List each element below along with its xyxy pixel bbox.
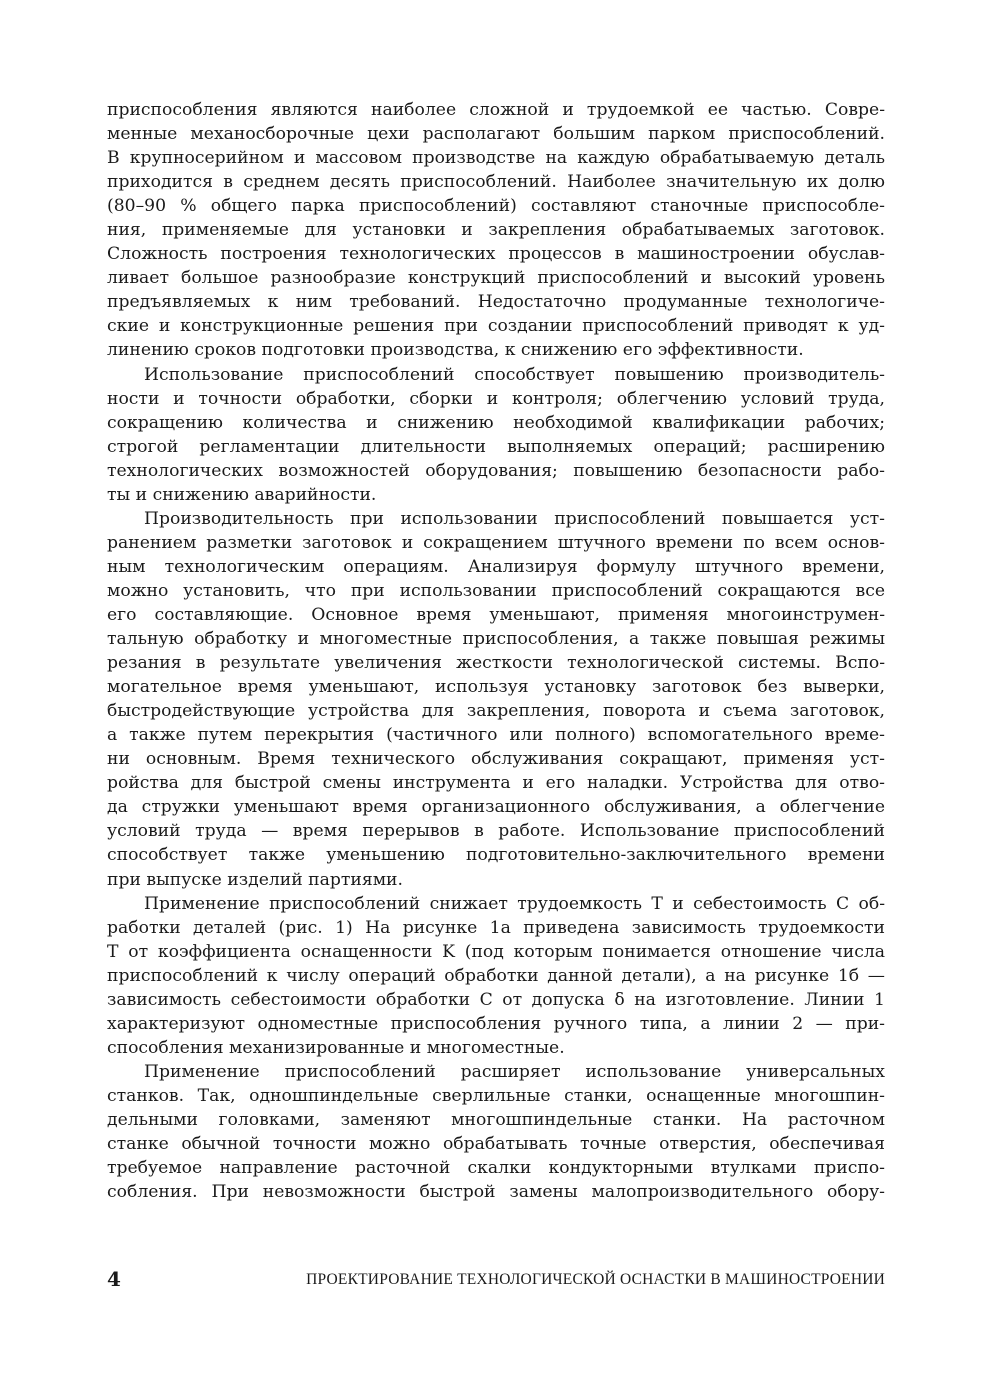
text-line: ские и конструкционные решения при создании приспособлений приводят к уд- bbox=[107, 316, 885, 337]
text-line: Применение приспособлений снижает трудоемкость T и себестоимость C об- bbox=[144, 893, 885, 914]
text-line: могательное время уменьшают, используя установку заготовок без выверки, bbox=[107, 677, 885, 698]
text-line: предъявляемых к ним требований. Недостаточно продуманные технологиче- bbox=[107, 292, 885, 313]
text-line: приспособлений к числу операций обработки данной детали), а на рисунке 1б — bbox=[107, 965, 885, 986]
text-line: ройства для быстрой смены инструмента и его наладки. Устройства для отво- bbox=[107, 773, 885, 794]
text-line: станков. Так, одношпиндельные сверлильные станки, оснащенные многошпин- bbox=[107, 1085, 885, 1106]
text-line: технологических возможностей оборудования; повышению безопасности рабо- bbox=[107, 460, 885, 481]
text-line: Использование приспособлений способствует повышению производитель- bbox=[144, 364, 885, 385]
page-number: 4 bbox=[107, 1267, 121, 1291]
text-line: характеризуют одноместные приспособления ручного типа, а линии 2 — при- bbox=[107, 1013, 885, 1034]
text-line: Сложность построения технологических процессов в машиностроении обуслав- bbox=[107, 244, 885, 265]
text-line: резания в результате увеличения жесткости технологической системы. Вспо- bbox=[107, 653, 885, 674]
text-line: требуемое направление расточной скалки кондукторными втулками приспо- bbox=[107, 1158, 885, 1179]
text-line: быстродействующие устройства для закрепления, поворота и съема заготовок, bbox=[107, 701, 885, 722]
text-line: (80–90 % общего парка приспособлений) составляют станочные приспособле- bbox=[107, 196, 885, 217]
text-line: способления механизированные и многоместные. bbox=[107, 1037, 565, 1058]
text-line: приспособления являются наиболее сложной и трудоемкой ее частью. Совре- bbox=[107, 100, 885, 120]
text-line: ния, применяемые для установки и закрепления обрабатываемых заготовок. bbox=[107, 220, 885, 241]
text-line: станке обычной точности можно обрабатывать точные отверстия, обеспечивая bbox=[107, 1134, 885, 1155]
text-line: T от коэффициента оснащенности K (под которым понимается отношение числа bbox=[107, 941, 885, 962]
text-line: линению сроков подготовки производства, к снижению его эффективности. bbox=[107, 340, 804, 361]
text-line: ности и точности обработки, сборки и контроля; облегчению условий труда, bbox=[107, 388, 885, 409]
body-text bbox=[107, 98, 885, 1204]
text-line: условий труда — время перерывов в работе. Использование приспособлений bbox=[107, 821, 885, 842]
text-line: В крупносерийном и массовом производстве на каждую обрабатываемую деталь bbox=[107, 148, 885, 169]
text-line: дельными головками, заменяют многошпиндельные станки. На расточном bbox=[107, 1109, 885, 1130]
text-line: тальную обработку и многоместные приспособления, а также повышая режимы bbox=[107, 629, 885, 650]
text-line: ранением разметки заготовок и сокращением штучного времени по всем основ- bbox=[107, 532, 885, 553]
text-line: Применение приспособлений расширяет использование универсальных bbox=[144, 1061, 885, 1082]
text-line: ты и снижению аварийности. bbox=[107, 484, 377, 505]
text-line: можно установить, что при использовании приспособлений сокращаются все bbox=[107, 580, 885, 601]
text-line: его составляющие. Основное время уменьшают, применяя многоинструмен- bbox=[107, 604, 885, 625]
text-line: при выпуске изделий партиями. bbox=[107, 869, 403, 890]
text-line: сокращению количества и снижению необходимой квалификации рабочих; bbox=[107, 412, 885, 433]
text-line: ным технологическим операциям. Анализируя формулу штучного времени, bbox=[107, 556, 885, 577]
text-line: ни основным. Время технического обслуживания сокращают, применяя уст- bbox=[107, 749, 885, 770]
text-line: да стружки уменьшают время организационного обслуживания, а облегчение bbox=[107, 797, 885, 818]
text-line: а также путем перекрытия (частичного или полного) вспомогательного време- bbox=[107, 725, 885, 746]
text-line: способствует также уменьшению подготовительно-заключительного времени bbox=[107, 845, 885, 866]
text-line: зависимость себестоимости обработки C от допуска δ на изготовление. Линии 1 bbox=[107, 989, 885, 1010]
running-title: ПРОЕКТИРОВАНИЕ ТЕХНОЛОГИЧЕСКОЙ ОСНАСТКИ В МАШИНОСТРОЕНИИ bbox=[306, 1271, 885, 1288]
text-line: ливает большое разнообразие конструкций приспособлений и высокий уровень bbox=[107, 268, 885, 289]
text-line: Производительность при использовании приспособлений повышается уст- bbox=[144, 508, 885, 529]
text-line: приходится в среднем десять приспособлений. Наиболее значительную их долю bbox=[107, 172, 885, 193]
page-footer bbox=[107, 1266, 885, 1294]
text-line: менные механосборочные цехи располагают большим парком приспособлений. bbox=[107, 124, 885, 145]
text-line: работки деталей (рис. 1) На рисунке 1а приведена зависимость трудоемкости bbox=[107, 917, 885, 938]
text-line: собления. При невозможности быстрой замены малопроизводительного обору- bbox=[107, 1182, 885, 1203]
text-line: строгой регламентации длительности выполняемых операций; расширению bbox=[107, 436, 885, 457]
